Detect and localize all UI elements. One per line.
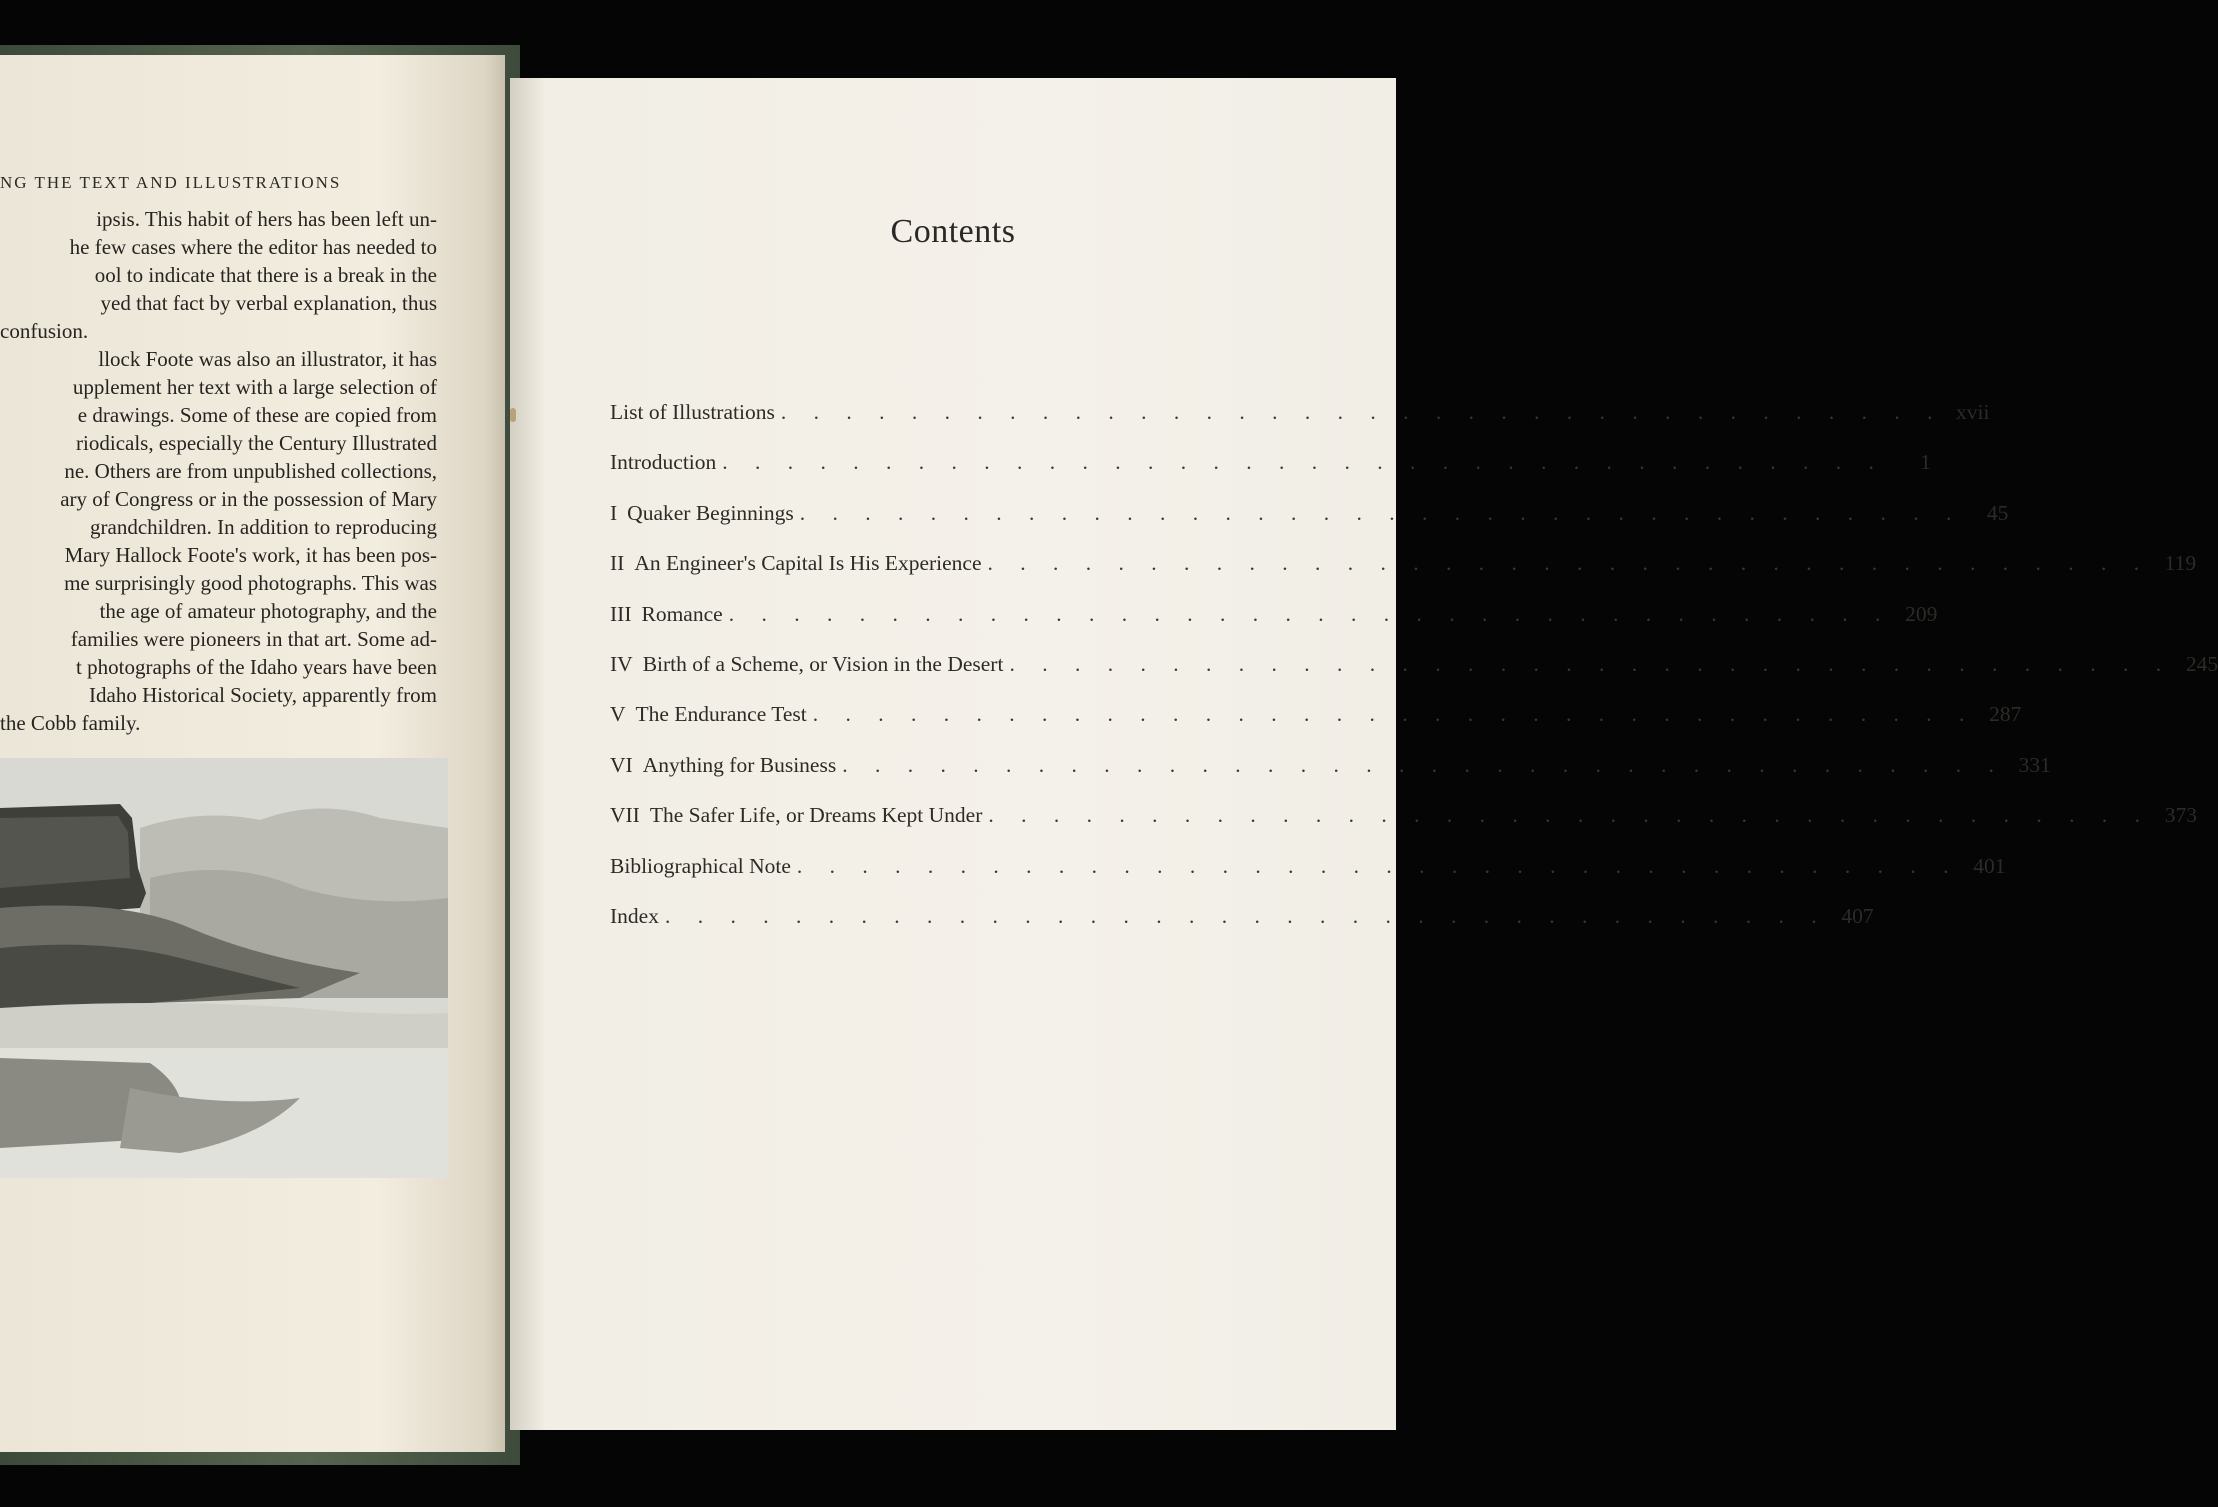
entry-title: Index — [610, 903, 659, 928]
entry-title: Quaker Beginnings — [627, 500, 794, 525]
toc-entry[interactable] — [610, 601, 1938, 652]
text-line: ne. Others are from unpublished collections, — [64, 459, 437, 483]
leader-dots: . . . . . . . . . . . . . . . . . . . . . . . . . . . . . . . . . . . . — [728, 601, 1892, 626]
text-line: e drawings. Some of these are copied from — [77, 403, 437, 427]
text-line: Idaho Historical Society, apparently from — [89, 683, 437, 707]
chapter-number: III — [610, 601, 632, 626]
table-of-contents — [610, 400, 2218, 954]
toc-entry[interactable] — [610, 853, 2006, 904]
entry-title: Introduction — [610, 450, 717, 475]
chapter-number: VI — [610, 752, 633, 777]
chapter-number: V — [610, 702, 626, 727]
text-line: me surprisingly good photographs. This was — [64, 571, 437, 595]
text-line: ary of Congress or in the possession of Mary — [60, 487, 437, 511]
toc-entry[interactable] — [610, 551, 2197, 601]
chapter-number: II — [610, 551, 625, 576]
text-line: Mary Hallock Foote's work, it has been pos- — [64, 543, 437, 567]
left-page — [0, 55, 505, 1452]
toc-entry[interactable] — [610, 651, 2218, 702]
page-number: 401 — [1973, 853, 2006, 878]
leader-dots: . . . . . . . . . . . . . . . . . . . . . . . . . . . . . . . . . . . . — [987, 551, 2151, 576]
entry-title: List of Illustrations — [610, 400, 775, 424]
entry-title: The Safer Life, or Dreams Kept Under — [649, 803, 983, 828]
page-number: 209 — [1905, 601, 1938, 626]
text-line: the Cobb family. — [0, 711, 141, 735]
entry-title: The Endurance Test — [635, 702, 807, 727]
chapter-number: IV — [610, 651, 633, 676]
leader-dots: . . . . . . . . . . . . . . . . . . . . . . . . . . . . . . . . . . . . — [842, 752, 2005, 777]
text-line: ool to indicate that there is a break in the — [94, 263, 437, 287]
text-line: grandchildren. In addition to reproducing — [90, 515, 437, 539]
toc-entry[interactable] — [610, 752, 2051, 803]
page-number: 45 — [1986, 500, 2009, 525]
text-line: llock Foote was also an illustrator, it has — [98, 347, 437, 371]
page-number: 287 — [1989, 702, 2022, 727]
toc-entry[interactable] — [610, 400, 1990, 450]
chapter-number: I — [610, 500, 618, 525]
text-line: confusion. — [0, 319, 89, 343]
page-mark — [510, 408, 516, 422]
text-line: upplement her text with a large selection of — [72, 375, 437, 399]
body-text — [0, 205, 437, 737]
text-line: families were pioneers in that art. Some ad- — [70, 627, 437, 651]
leader-dots: . . . . . . . . . . . . . . . . . . . . . . . . . . . . . . . . . . . . — [722, 450, 1885, 475]
text-line: yed that fact by verbal explanation, thus — [100, 291, 437, 315]
leader-dots: . . . . . . . . . . . . . . . . . . . . . . . . . . . . . . . . . . . . — [812, 702, 1976, 727]
leader-dots: . . . . . . . . . . . . . . . . . . . . . . . . . . . . . . . . . . . . — [796, 853, 1960, 878]
toc-entry[interactable] — [610, 500, 2009, 551]
page-number: 331 — [2018, 752, 2051, 777]
leader-dots: . . . . . . . . . . . . . . . . . . . . . . . . . . . . . . . . . . . . — [1009, 651, 2173, 676]
page-number: 119 — [2164, 551, 2197, 576]
page-title: Contents — [890, 213, 1016, 250]
page-number: 1 — [1920, 450, 1931, 475]
entry-title: Romance — [641, 601, 723, 626]
toc-entry[interactable] — [610, 803, 2197, 853]
text-line: he few cases where the editor has needed to — [69, 235, 437, 259]
toc-entry[interactable] — [610, 702, 2022, 752]
leader-dots: . . . . . . . . . . . . . . . . . . . . . . . . . . . . . . . . . . . . — [780, 400, 1944, 424]
entry-title: Birth of a Scheme, or Vision in the Desert — [642, 651, 1004, 676]
entry-title: An Engineer's Capital Is His Experience — [634, 551, 982, 576]
toc-entry[interactable] — [610, 903, 1874, 954]
chapter-number: VII — [610, 803, 640, 828]
text-line: the age of amateur photography, and the — [99, 599, 437, 623]
right-page — [510, 78, 2218, 1430]
text-line: riodicals, especially the Century Illustrated — [76, 431, 437, 455]
page-number: xvii — [1956, 400, 1990, 424]
text-line: t photographs of the Idaho years have been — [76, 655, 437, 679]
page-number: 407 — [1841, 903, 1874, 928]
running-head: NG THE TEXT AND ILLUSTRATIONS — [0, 173, 342, 192]
entry-title: Bibliographical Note — [610, 853, 791, 878]
entry-title: Anything for Business — [642, 752, 837, 777]
leader-dots: . . . . . . . . . . . . . . . . . . . . . . . . . . . . . . . . . . . . — [664, 903, 1828, 928]
leader-dots: . . . . . . . . . . . . . . . . . . . . . . . . . . . . . . . . . . . . — [799, 500, 1963, 525]
toc-entry[interactable] — [610, 450, 1931, 500]
landscape-engraving — [0, 758, 448, 1178]
leader-dots: . . . . . . . . . . . . . . . . . . . . . . . . . . . . . . . . . . . . — [988, 803, 2151, 828]
text-line: ipsis. This habit of hers has been left un- — [96, 207, 437, 231]
page-number: 373 — [2164, 803, 2197, 828]
page-number: 245 — [2185, 651, 2218, 676]
